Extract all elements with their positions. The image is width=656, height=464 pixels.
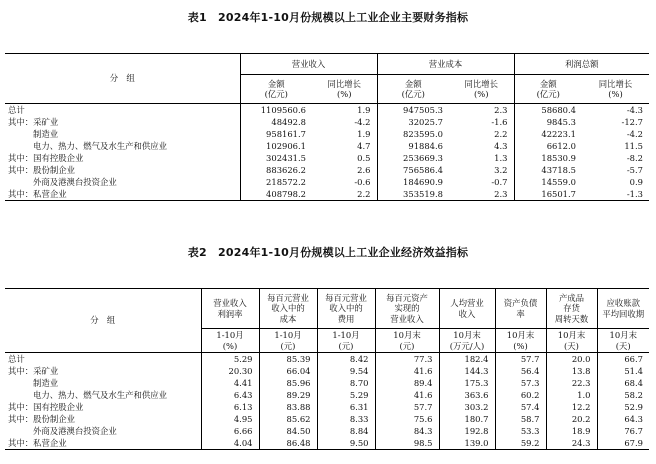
table-cell: 8.42	[317, 353, 375, 366]
table-cell: 958161.7	[266, 128, 306, 139]
table-row	[5, 176, 649, 188]
table-cell: 947505.3	[403, 104, 443, 115]
sub-header: 金额 (亿元)	[264, 78, 288, 99]
table-cell: 2.2	[449, 128, 514, 140]
col-group-profit: 利润总额	[514, 54, 649, 75]
table-cell: 182.4	[439, 353, 495, 366]
table-cell: 144.3	[439, 365, 495, 377]
column-header: 每百元营业 收入中的 成本	[259, 289, 317, 329]
table-cell: -0.7	[449, 176, 514, 188]
column-header: 资产负债 率	[495, 289, 546, 329]
table-cell: 43718.5	[541, 164, 576, 175]
group-header: 分 组	[5, 289, 201, 353]
table-cell: 175.3	[439, 377, 495, 389]
table-cell: 9.54	[317, 365, 375, 377]
table1-title: 表1 2024年1-10月份规模以上工业企业主要财务指标	[187, 11, 469, 24]
table-row	[5, 365, 649, 377]
table-cell: 56.4	[495, 365, 546, 377]
unit-header: 1-10月 (%)	[201, 329, 259, 353]
table-row	[5, 353, 649, 366]
table-cell: 363.6	[439, 389, 495, 401]
table-row	[5, 188, 649, 201]
table-cell: 20.30	[201, 365, 259, 377]
table-cell: 89.29	[259, 389, 317, 401]
table-cell: 59.2	[495, 437, 546, 450]
row-label: 其中：采矿业	[5, 365, 201, 377]
table-cell: 9.50	[317, 437, 375, 450]
unit-header: 10月末 (元)	[375, 329, 439, 353]
table-cell: -5.7	[626, 164, 643, 175]
table-cell: 408798.2	[266, 188, 306, 199]
sub-header: 金额 (亿元)	[536, 78, 560, 99]
table-cell: 60.2	[495, 389, 546, 401]
sub-header: 金额 (亿元)	[401, 78, 425, 99]
table-row	[5, 116, 649, 128]
table-row	[5, 164, 649, 176]
table-cell: 180.7	[439, 413, 495, 425]
table-cell: 89.4	[375, 377, 439, 389]
table-cell: -1.3	[626, 188, 643, 199]
unit-header: 1-10月 (元)	[317, 329, 375, 353]
sub-header: 同比增长 (%)	[449, 75, 514, 104]
column-header: 人均营业 收入	[439, 289, 495, 329]
row-label: 总计	[5, 104, 240, 117]
table-cell: 84.50	[259, 425, 317, 437]
table-cell: 2.2	[312, 188, 377, 201]
table2-title: 表2 2024年1-10月份规模以上工业企业经济效益指标	[187, 246, 469, 259]
table-cell: 1.0	[546, 389, 597, 401]
table-cell: 83.88	[259, 401, 317, 413]
table-cell: -12.7	[621, 116, 643, 127]
table-cell: 1.9	[312, 104, 377, 117]
table-cell: 4.04	[201, 437, 259, 450]
row-label: 其中：股份制企业	[5, 164, 240, 176]
table-cell: 64.3	[624, 413, 643, 424]
table-cell: 8.84	[317, 425, 375, 437]
row-label: 电力、热力、燃气及水生产和供应业	[5, 140, 240, 152]
table-cell: 91884.6	[408, 140, 443, 151]
unit-header: 10月末 (万元/人)	[439, 329, 495, 353]
table-row	[5, 425, 649, 437]
table-cell: 1109560.6	[260, 104, 306, 115]
table-row	[5, 401, 649, 413]
table-cell: -4.2	[626, 128, 643, 139]
col-group-revenue: 营业收入	[240, 54, 377, 75]
table-cell: 4.95	[201, 413, 259, 425]
table-cell: 756586.4	[403, 164, 443, 175]
table-cell: 12.2	[546, 401, 597, 413]
table-cell: 85.96	[259, 377, 317, 389]
column-header: 每百元资产 实现的 营业收入	[375, 289, 439, 329]
row-label: 电力、热力、燃气及水生产和供应业	[5, 389, 201, 401]
row-label: 制造业	[5, 128, 240, 140]
sub-header: 同比增长 (%)	[312, 75, 377, 104]
table-cell: 24.3	[546, 437, 597, 450]
table-cell: 4.3	[449, 140, 514, 152]
table-cell: -4.2	[312, 116, 377, 128]
table-cell: 9845.3	[546, 116, 576, 127]
table-cell: 18530.9	[541, 152, 576, 163]
table-cell: 218572.2	[266, 176, 306, 187]
table-cell: 66.04	[259, 365, 317, 377]
table-row	[5, 413, 649, 425]
table-cell: 4.41	[201, 377, 259, 389]
table-cell: 2.3	[449, 188, 514, 201]
table-cell: 302431.5	[266, 152, 306, 163]
table-cell: -0.6	[312, 176, 377, 188]
table-row	[5, 128, 649, 140]
table-cell: 75.6	[375, 413, 439, 425]
table-cell: 41.6	[375, 365, 439, 377]
table-cell: 102906.1	[266, 140, 306, 151]
table-cell: 18.9	[546, 425, 597, 437]
row-label: 总计	[5, 353, 201, 366]
unit-header: 10月末 (天)	[546, 329, 597, 353]
table-cell: 52.9	[624, 401, 643, 412]
table-cell: 42223.1	[541, 128, 576, 139]
table-cell: 58680.4	[541, 104, 576, 115]
unit-header: 10月末 (天)	[609, 330, 637, 351]
table-cell: 22.3	[546, 377, 597, 389]
table-row	[5, 104, 649, 117]
table-cell: 58.2	[624, 389, 643, 400]
table-cell: 139.0	[439, 437, 495, 450]
efficiency-indicators-table	[5, 288, 649, 450]
table-cell: 253669.3	[403, 152, 443, 163]
table-cell: 57.7	[375, 401, 439, 413]
table-cell: 76.7	[624, 425, 643, 436]
table-cell: 14559.0	[541, 176, 576, 187]
table-row	[5, 140, 649, 152]
table-cell: 4.7	[312, 140, 377, 152]
column-header: 产成品 存货 周转天数	[546, 289, 597, 329]
table-cell: 5.29	[201, 353, 259, 366]
table-cell: 353519.8	[403, 188, 443, 199]
table-cell: 0.5	[312, 152, 377, 164]
table-cell: 2.3	[449, 104, 514, 117]
table-cell: 13.8	[546, 365, 597, 377]
table-row	[5, 389, 649, 401]
table-cell: 85.62	[259, 413, 317, 425]
column-header: 每百元营业 收入中的 费用	[317, 289, 375, 329]
table-cell: 85.39	[259, 353, 317, 366]
table-cell: 66.7	[624, 353, 643, 364]
row-label: 其中：国有控股企业	[5, 401, 201, 413]
table-cell: 98.5	[375, 437, 439, 450]
table-cell: 6612.0	[546, 140, 576, 151]
table-cell: 6.13	[201, 401, 259, 413]
table-cell: 86.48	[259, 437, 317, 450]
table-cell: 84.3	[375, 425, 439, 437]
table-cell: 2.6	[312, 164, 377, 176]
row-label: 外商及港澳台投资企业	[5, 425, 201, 437]
group-header: 分 组	[5, 54, 240, 104]
table-row	[5, 437, 649, 450]
table-cell: 8.70	[317, 377, 375, 389]
table-cell: 53.3	[495, 425, 546, 437]
table-cell: 823595.0	[403, 128, 443, 139]
table-cell: 3.2	[449, 164, 514, 176]
table-cell: 67.9	[624, 437, 643, 448]
table-cell: 41.6	[375, 389, 439, 401]
row-label: 制造业	[5, 377, 201, 389]
table-row	[5, 152, 649, 164]
table-cell: 6.66	[201, 425, 259, 437]
table-cell: 184690.9	[403, 176, 443, 187]
sub-header: 同比增长 (%)	[598, 78, 633, 99]
row-label: 其中：国有控股企业	[5, 152, 240, 164]
table-cell: 48492.8	[271, 116, 306, 127]
table-cell: -1.6	[449, 116, 514, 128]
table-cell: 1.9	[312, 128, 377, 140]
financial-indicators-table	[5, 53, 649, 201]
row-label: 其中：私营企业	[5, 437, 201, 450]
column-header: 营业收入 利润率	[201, 289, 259, 329]
row-label: 其中：私营企业	[5, 188, 240, 201]
table-cell: 8.33	[317, 413, 375, 425]
table-cell: 77.3	[375, 353, 439, 366]
table-cell: 51.4	[624, 365, 643, 376]
unit-header: 10月末 (%)	[495, 329, 546, 353]
column-header: 应收账款 平均回收期	[602, 298, 645, 319]
row-label: 外商及港澳台投资企业	[5, 176, 240, 188]
table-cell: 57.7	[495, 353, 546, 366]
table-cell: 6.43	[201, 389, 259, 401]
col-group-cost: 营业成本	[377, 54, 514, 75]
table-cell: 11.5	[624, 140, 643, 151]
table-cell: 6.31	[317, 401, 375, 413]
table-row	[5, 377, 649, 389]
table-cell: 192.8	[439, 425, 495, 437]
row-label: 其中：采矿业	[5, 116, 240, 128]
table-cell: 20.0	[546, 353, 597, 366]
table-cell: 5.29	[317, 389, 375, 401]
table-cell: 303.2	[439, 401, 495, 413]
table-cell: 16501.7	[541, 188, 576, 199]
table-cell: 57.3	[495, 377, 546, 389]
table-cell: 883626.2	[266, 164, 306, 175]
table-cell: 20.2	[546, 413, 597, 425]
table-cell: 57.4	[495, 401, 546, 413]
row-label: 其中：股份制企业	[5, 413, 201, 425]
table-cell: 58.7	[495, 413, 546, 425]
table-cell: -4.3	[626, 104, 643, 115]
table-cell: 68.4	[624, 377, 643, 388]
table-cell: 0.9	[629, 176, 643, 187]
table-cell: 1.3	[449, 152, 514, 164]
table-cell: 32025.7	[408, 116, 443, 127]
table-cell: -8.2	[626, 152, 643, 163]
unit-header: 1-10月 (元)	[259, 329, 317, 353]
